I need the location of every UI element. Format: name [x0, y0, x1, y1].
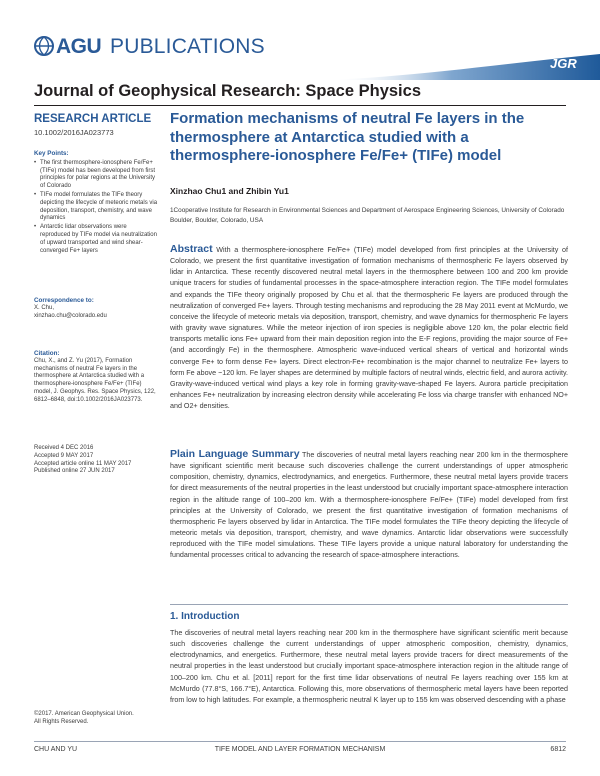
page-number: 6812: [550, 746, 566, 753]
key-points-list: [34, 160, 158, 256]
key-points-block: [34, 150, 158, 256]
correspondence-name: X. Chu,: [34, 304, 55, 311]
publications-logo-text: PUBLICATIONS: [110, 35, 265, 58]
accepted-date: Accepted 9 MAY 2017: [34, 452, 94, 459]
abstract-heading: Abstract: [170, 243, 213, 255]
key-point: • Antarctic lidar observations were reproduced by TIFe model via neutralization of upward transported and wind shear-converged Fe+ layers: [34, 224, 158, 255]
jgr-badge: JGR: [550, 56, 577, 71]
plain-language-summary: [170, 449, 568, 562]
pls-heading: Plain Language Summary: [170, 448, 300, 460]
received-date: Received 4 DEC 2016: [34, 445, 94, 451]
agu-globe-icon: [34, 36, 54, 56]
accepted-online-date: Accepted article online 11 MAY 2017: [34, 460, 132, 467]
correspondence-block: [34, 297, 158, 320]
key-points-heading: Key Points:: [34, 150, 69, 157]
citation-heading: Citation:: [34, 350, 60, 357]
authors: Xinzhao Chu1 and Zhibin Yu1: [170, 186, 289, 196]
rights-line: All Rights Reserved.: [34, 719, 89, 725]
footer-divider: [34, 741, 566, 742]
agu-logo-text: AGU: [56, 35, 102, 58]
copyright-line: ©2017. American Geophysical Union.: [34, 711, 134, 717]
citation-block: [34, 350, 158, 405]
copyright: [34, 710, 158, 726]
affiliation: 1Cooperative Institute for Research in Environmental Sciences and Department of Aerospace Engineering Sciences, University of Colorado Boulder, Boulder, Colorado, USA: [170, 207, 565, 224]
doi[interactable]: 10.1002/2016JA023773: [34, 128, 114, 137]
footer-authors: CHU AND YU: [34, 746, 78, 753]
abstract: [170, 244, 568, 412]
key-point: • The first thermosphere-ionosphere Fe/Fe+ (TIFe) model has been developed from first principles for polar regions at the University of Colorado: [34, 160, 158, 191]
intro-divider: [170, 604, 568, 605]
history-block: [34, 445, 158, 476]
journal-title: Journal of Geophysical Research: Space Physics: [34, 82, 421, 100]
abstract-text: With a thermosphere-ionosphere Fe/Fe+ (TIFe) model developed from first principles at the University of Colorado, we present the first quantitative investigation of formation mechanisms of thermospheric Fe layers observed by lidar in Antarctica. These recently discovered neutral metal layers in the thermosphere between 100 and 200 km provide unique tracers for studies of fundamental processes in the space-atmosphere interaction region. The TIFe model formulates and expands the TIFe theory originally proposed by Chu et al. that the thermospheric Fe layers are produced through the neutralization of converged Fe+ layers. Through testing mechanisms and reproducing the 28 May 2011 event at McMurdo, we conceive the lifecycle of meteoric metals via deposition, transport, chemistry, and wave dynamics for thermospheric Fe layers with gravity wave signatures. While the meteor injection of iron species is negligible above 120 km, the polar electric field transports metallic ions Fe+ upward from their main deposition region into the E-F regions, providing the major source of Fe+ (and accordingly Fe) in the thermosphere. Atmospheric wave-induced vertical shears of vertical and horizontal winds converge Fe+ to form dense Fe+ layers. Direct electron-Fe+ recombination is the major channel to neutralize Fe+ layers to form Fe above ~120 km. Fe layer shapes are determined by multiple factors of neutral winds, electric field, and aurora activity. Gravity-wave-induced vertical wind plays a key role in forming gravity-wave-shaped Fe layers. Aurora particle precipitation enhances Fe+ neutralization by increasing electron density while accelerating Fe loss via charge transfer with enhanced NO+ and O2+ densities.: [170, 246, 568, 411]
correspondence-heading: Correspondence to:: [34, 297, 94, 304]
header-divider: [34, 105, 566, 106]
correspondence-email[interactable]: xinzhao.chu@colorado.edu: [34, 312, 107, 319]
article-type: RESEARCH ARTICLE: [34, 113, 152, 125]
key-point: • TIFe model formulates the TIFe theory depicting the lifecycle of meteoric metals via deposition, transport, chemistry, and wave dynamics: [34, 192, 158, 223]
citation-text: Chu, X., and Z. Yu (2017), Formation mechanisms of neutral Fe layers in the thermosphere at Antarctica studied with a thermosphere-ionosphere Fe/Fe+ (TIFe) model, J. Geophys. Res. Space Physics, 122, 6812–6848, doi:10.1002/2016JA023773.: [34, 357, 156, 403]
introduction-heading: 1. Introduction: [170, 611, 240, 622]
footer-running-title: TIFE MODEL AND LAYER FORMATION MECHANISM: [214, 746, 386, 753]
published-online-date: Published online 27 JUN 2017: [34, 468, 115, 475]
article-title: Formation mechanisms of neutral Fe layers in the thermosphere at Antarctica studied with a thermosphere-ionosphere Fe/Fe+ (TIFe) model: [170, 110, 525, 164]
pls-text: The discoveries of neutral metal layers reaching near 200 km in the thermosphere have significant scientific merit because such discoveries challenge the current understandings of upper atmospheric composition, chemistry, dynamics, electrodynamics, and energetics. Furthermore, these neutral metal layers provide tracers for direct measurements of the neutral properties in the least understood but crucially important space-atmosphere interaction region in the altitude range of 100–200 km. With a thermosphere-ionosphere Fe/Fe+ (TIFe) model developed from first principles at the University of Colorado, we present the first quantitative investigation of formation mechanisms of thermospheric Fe layers observed by lidar in Antarctica. The TIFe model formulates the TIFe theory depicting the lifecycle of meteoric metals via deposition, transport, chemistry, and wave dynamics. Antarctic lidar observations were successfully reproduced with the TIFe model simulations. These TIFe layers provide a unique natural laboratory for understanding the fundamental processes critical to advancing the research of space-atmosphere interactions.: [170, 451, 568, 560]
introduction-text: The discoveries of neutral metal layers reaching near 200 km in the thermosphere have significant scientific merit because such discoveries challenge the current understandings of upper atmospheric composition, chemistry, dynamics, electrodynamics, and energetics. Furthermore, these neutral metal layers provide tracers for direct measurements of the neutral properties in the least understood but crucially important space-atmosphere interaction region in the altitude range of 100–200 km. Chu et al. [2011] report for the first time lidar observations of neutral Fe layers reaching over 155 km at McMurdo (77.8°S, 166.7°E), Antarctica. Following this, more observations of thermospheric metal layers have been reported from low to high latitudes. For example, a thermospheric neutral K layer up to 155 km was observed descending with a phase: [170, 629, 568, 704]
